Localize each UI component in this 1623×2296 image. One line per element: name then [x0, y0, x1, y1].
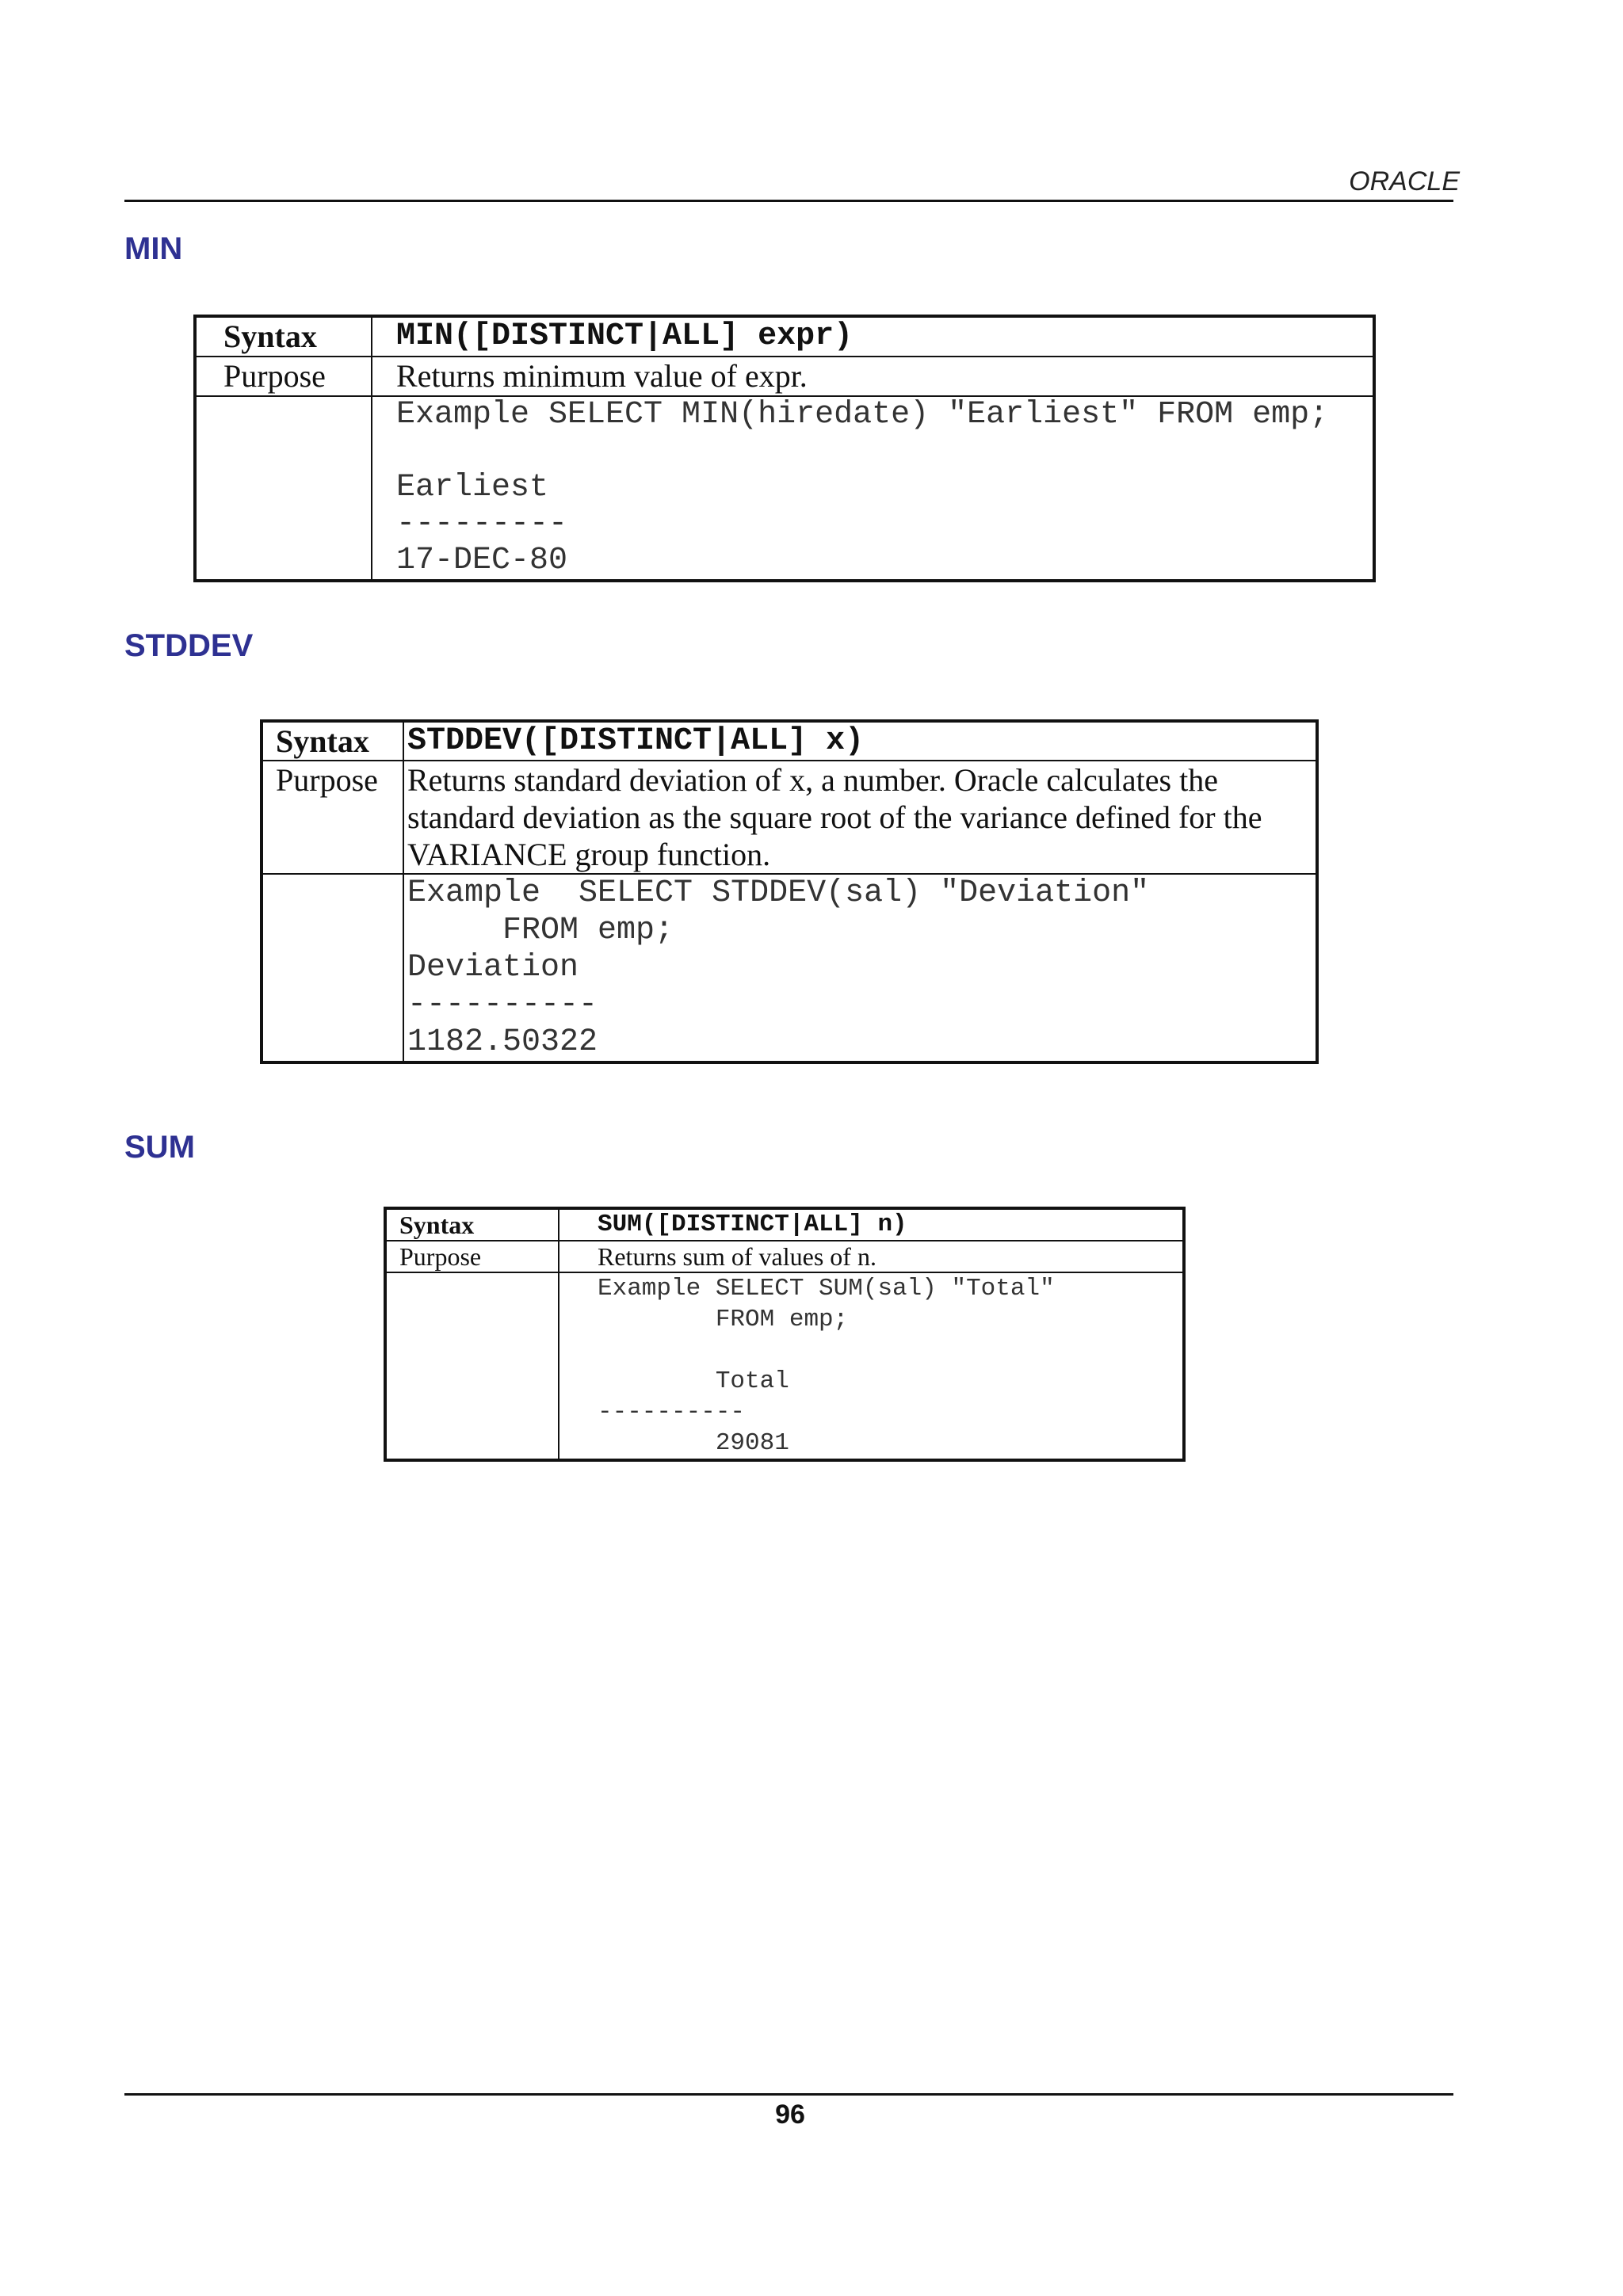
example-code: Example SELECT SUM(sal) "Total" FROM emp; Total ---------- 29081	[559, 1272, 1184, 1460]
purpose-row	[195, 357, 1374, 396]
purpose-label: Purpose	[262, 761, 403, 874]
purpose-row	[385, 1241, 1184, 1272]
page-number: 96	[775, 2100, 805, 2130]
example-row	[262, 874, 1317, 1062]
example-label-cell	[385, 1272, 559, 1460]
syntax-label: Syntax	[385, 1208, 559, 1241]
sum-function-table	[384, 1207, 1186, 1462]
syntax-label: Syntax	[262, 721, 403, 761]
section-title-stddev: STDDEV	[124, 628, 254, 663]
purpose-label: Purpose	[195, 357, 372, 396]
syntax-row	[385, 1208, 1184, 1241]
syntax-label: Syntax	[195, 316, 372, 357]
syntax-row	[262, 721, 1317, 761]
footer-rule	[124, 2093, 1453, 2096]
purpose-value: Returns sum of values of n.	[559, 1241, 1184, 1272]
syntax-row	[195, 316, 1374, 357]
running-header: ORACLE	[1349, 166, 1460, 196]
section-title-min: MIN	[124, 231, 183, 266]
purpose-value: Returns standard deviation of x, a number. Oracle calculates the standard deviation as the square root of the variance defined for the VARIANCE group function.	[403, 761, 1317, 874]
purpose-row	[262, 761, 1317, 874]
section-title-sum: SUM	[124, 1130, 195, 1165]
purpose-label: Purpose	[385, 1241, 559, 1272]
example-label-cell	[262, 874, 403, 1062]
syntax-value: STDDEV([DISTINCT|ALL] x)	[403, 721, 1317, 761]
example-label-cell	[195, 396, 372, 581]
example-code: Example SELECT MIN(hiredate) "Earliest" FROM emp; Earliest --------- 17-DEC-80	[372, 396, 1374, 581]
stddev-function-table	[260, 719, 1319, 1064]
example-row	[195, 396, 1374, 581]
min-function-table	[193, 315, 1376, 582]
syntax-value: MIN([DISTINCT|ALL] expr)	[372, 316, 1374, 357]
example-code: Example SELECT STDDEV(sal) "Deviation" FROM emp; Deviation ---------- 1182.50322	[403, 874, 1317, 1062]
header-rule	[124, 200, 1453, 202]
example-row	[385, 1272, 1184, 1460]
purpose-value: Returns minimum value of expr.	[372, 357, 1374, 396]
syntax-value: SUM([DISTINCT|ALL] n)	[559, 1208, 1184, 1241]
